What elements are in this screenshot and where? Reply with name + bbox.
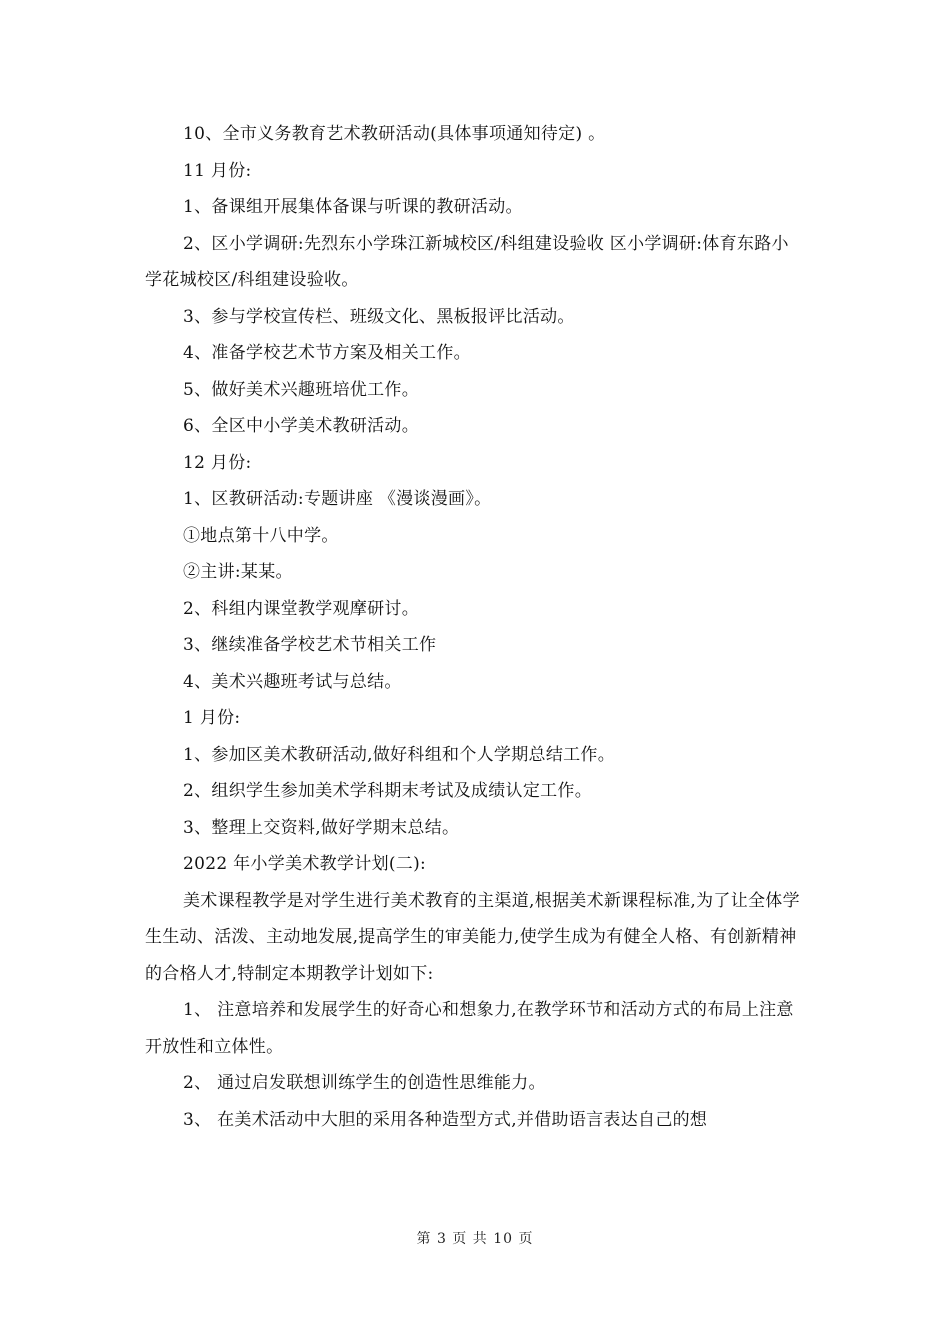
paragraph: 2、组织学生参加美术学科期末考试及成绩认定工作。 xyxy=(183,781,593,801)
paragraph: 3、整理上交资料,做好学期末总结。 xyxy=(183,817,460,838)
paragraph: 6、全区中小学美术教研活动。 xyxy=(183,416,420,436)
paragraph: ②主讲:某某。 xyxy=(183,562,293,582)
paragraph: 美术课程教学是对学生进行美术教育的主渠道,根据美术新课程标准,为了让全体学生生动、活泼、主动地发展,提高学生的审美能力,使学生成为有健全人格、有创新精神的合格人才,特制定本期教学计划如下: xyxy=(145,890,800,984)
section-heading: 2022 年小学美术教学计划(二): xyxy=(183,854,427,874)
paragraph: 1、区教研活动:专题讲座 《漫谈漫画》。 xyxy=(183,489,492,509)
paragraph: 3、参与学校宣传栏、班级文化、黑板报评比活动。 xyxy=(183,306,575,327)
paragraph: 2、 通过启发联想训练学生的创造性思维能力。 xyxy=(183,1073,546,1093)
paragraph: 1、参加区美术教研活动,做好科组和个人学期总结工作。 xyxy=(183,744,616,765)
document-body xyxy=(145,116,805,1138)
paragraph: 2、科组内课堂教学观摩研讨。 xyxy=(183,598,420,619)
paragraph: 4、美术兴趣班考试与总结。 xyxy=(183,671,402,692)
paragraph: ①地点第十八中学。 xyxy=(183,525,339,546)
paragraph: 5、做好美术兴趣班培优工作。 xyxy=(183,379,420,400)
paragraph: 1、 注意培养和发展学生的好奇心和想象力,在教学环节和活动方式的布局上注意开放性和立体性。 xyxy=(145,1000,794,1057)
paragraph: 1、备课组开展集体备课与听课的教研活动。 xyxy=(183,197,523,217)
page-footer: 第 3 页 共 10 页 xyxy=(416,1231,534,1247)
paragraph: 3、 在美术活动中大胆的采用各种造型方式,并借助语言表达自己的想 xyxy=(183,1109,708,1130)
section-heading: 11 月份: xyxy=(183,160,252,181)
paragraph: 10、全市义务教育艺术教研活动(具体事项通知待定) 。 xyxy=(183,124,606,144)
paragraph: 3、继续准备学校艺术节相关工作 xyxy=(183,635,437,655)
section-heading: 12 月份: xyxy=(183,452,252,473)
paragraph: 4、准备学校艺术节方案及相关工作。 xyxy=(183,343,471,363)
paragraph: 2、区小学调研:先烈东小学珠江新城校区/科组建设验收 区小学调研:体育东路小学花城校区/科组建设验收。 xyxy=(145,233,789,290)
section-heading: 1 月份: xyxy=(183,708,241,728)
